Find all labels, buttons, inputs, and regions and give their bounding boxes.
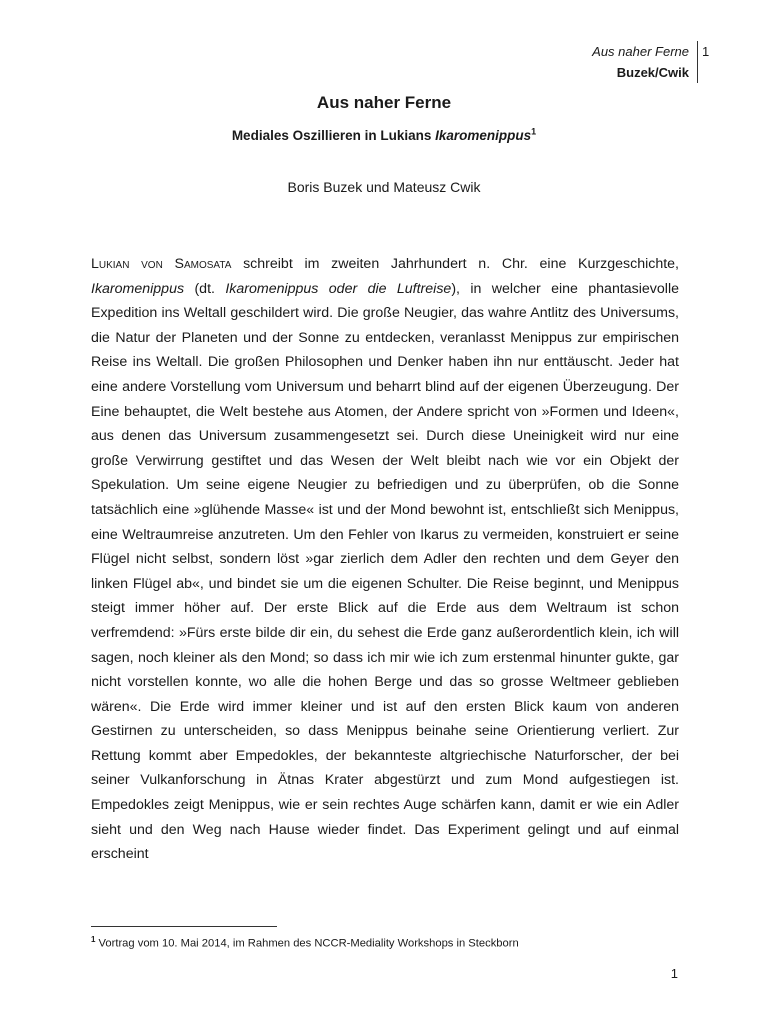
footnote xyxy=(91,932,691,952)
text-run: schreibt im zweiten Jahrhundert n. Chr. eine Kurzgeschichte, xyxy=(231,256,679,272)
document-subtitle xyxy=(0,128,768,143)
footnote-separator xyxy=(91,926,277,927)
text-run: ), in welcher eine phantasievolle Expedition ins Weltall geschildert wird. Die große Neugier, das wahre Antlitz des Universums, die Natur der Planeten und der Sonne zu entdecken, veranlasst Menippus zur empirischen Reise ins Weltall. Die großen Philosophen und Denker haben ihn nur enttäuscht. Jeder hat eine andere Vorstellung vom Universum und beharrt blind auf der eigenen Überzeugung. Der Eine behauptet, die Welt bestehe aus Atomen, der Andere spricht von »Formen und Ideen«, aus denen das Universum zusammengesetzt sei. Durch diese Uneinigkeit wird nur eine große Verwirrung gestiftet und das Wesen der Welt bleibt nach wie vor ein Objekt der Spekulation. Um seine eigene Neugier zu befriedigen und zu überprüfen, ob die Sonne tatsächlich eine »glühende Masse« ist und der Mond bewohnt ist, entschließt sich Menippus, eine Weltraumreise anzutreten. Um den Fehler von Ikarus zu vermeiden, konstruiert er seine Flügel nicht selbst, sondern löst »gar zierlich dem Adler den rechten und dem Geyer den linken Flügel ab«, und bindet sie um die eigenen Schulter. Die Reise beginnt, und Menippus steigt immer höher auf. Der erste Blick auf die Erde aus dem Weltraum ist schon verfremdend: »Fürs erste bilde dir ein, du sehest die Erde ganz außerordentlich klein, ich will sagen, noch kleiner als den Mond; so dass ich mir wie ich zum erstenmal hinunter gukte, gar nicht vorstellen konnte, wo alle die hohen Berge und das so grosse Weltmeer geblieben wären«. Die Erde wird immer kleiner und ist auf den ersten Blick kaum von anderen Gestirnen zu unterscheiden, so dass Menippus beinahe seine Orientierung verliert. Zur Rettung kommt aber Empedokles, der bekannteste altgriechische Naturforscher, der bei seiner Vulkanforschung in Ätnas Krater abgestürzt und zum Mond aufgestiegen ist. Empedokles zeigt Menippus, wie er sein rechtes Auge schärfen kann, damit er wie ein Adler sieht und den Weg nach Hause wieder findet. Das Experiment gelingt und auf einmal erscheint xyxy=(91,280,679,863)
paragraph xyxy=(91,252,679,867)
footnote-text: Vortrag vom 10. Mai 2014, im Rahmen des NCCR-Mediality Workshops in Steckborn xyxy=(95,937,519,950)
document-authors: Boris Buzek und Mateusz Cwik xyxy=(287,179,481,195)
subtitle-italic-work: Ikaromenippus xyxy=(435,128,532,143)
page-number: 1 xyxy=(670,966,678,981)
document-title: Aus naher Ferne xyxy=(316,93,452,112)
work-title: Ikaromenippus xyxy=(91,280,185,297)
body-text xyxy=(91,252,679,867)
running-header-page-number: 1 xyxy=(702,44,710,59)
running-header xyxy=(592,41,698,83)
work-title-german: Ikaromenippus oder die Luftreise xyxy=(225,280,452,297)
footnote-number: 1 xyxy=(91,935,96,944)
running-header-title: Aus naher Ferne xyxy=(592,44,689,59)
running-header-authors: Buzek/Cwik xyxy=(616,65,689,80)
text-run: (dt. xyxy=(184,280,226,297)
subtitle-text: Mediales Oszillieren in Lukians xyxy=(231,128,436,143)
author-name: Lukian von Samosata xyxy=(91,256,232,272)
subtitle-footnote-ref: 1 xyxy=(531,126,537,137)
